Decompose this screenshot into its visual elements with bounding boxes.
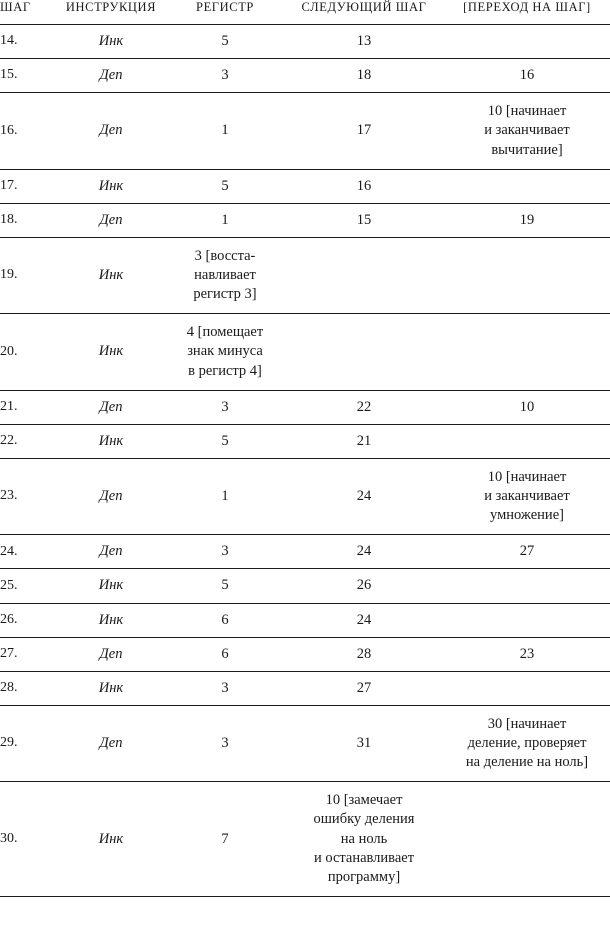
cell-next-step: 13 [284, 25, 444, 59]
cell-next-step: 21 [284, 424, 444, 458]
column-header-goto-step: [ПЕРЕХОД НА ШАГ] [463, 0, 591, 14]
cell-goto-step: 16 [444, 59, 610, 93]
column-header-next-step: СЛЕДУЮЩИЙ ШАГ [301, 0, 427, 14]
cell-next-step [284, 314, 444, 390]
cell-goto-step [444, 424, 610, 458]
table-row [0, 25, 610, 59]
table-row [0, 535, 610, 569]
cell-register: 3 [166, 535, 284, 569]
cell-next-step: 16 [284, 169, 444, 203]
cell-instruction: Деп [56, 93, 166, 169]
table-row [0, 671, 610, 705]
cell-goto-step: 10 [начинает и заканчивает вычитание] [444, 93, 610, 169]
cell-register: 1 [166, 203, 284, 237]
table-row [0, 169, 610, 203]
cell-instruction: Инк [56, 237, 166, 313]
cell-step: 20. [0, 314, 56, 390]
cell-instruction: Инк [56, 25, 166, 59]
cell-instruction: Инк [56, 569, 166, 603]
table-row [0, 390, 610, 424]
cell-step: 26. [0, 603, 56, 637]
cell-register: 3 [166, 390, 284, 424]
cell-instruction: Деп [56, 458, 166, 534]
cell-register: 3 [166, 671, 284, 705]
cell-register: 5 [166, 25, 284, 59]
cell-next-step: 17 [284, 93, 444, 169]
cell-goto-step [444, 782, 610, 897]
column-header-register: РЕГИСТР [196, 0, 254, 14]
column-header-instruction: ИНСТРУКЦИЯ [65, 0, 157, 14]
cell-step: 22. [0, 424, 56, 458]
cell-step: 24. [0, 535, 56, 569]
cell-goto-step: 10 [начинает и заканчивает умножение] [444, 458, 610, 534]
cell-goto-step: 19 [444, 203, 610, 237]
cell-goto-step: 23 [444, 637, 610, 671]
cell-instruction: Инк [56, 169, 166, 203]
cell-step: 21. [0, 390, 56, 424]
cell-goto-step: 10 [444, 390, 610, 424]
cell-register: 1 [166, 93, 284, 169]
table-row [0, 424, 610, 458]
cell-instruction: Деп [56, 637, 166, 671]
table-row [0, 203, 610, 237]
cell-register: 4 [помещает знак минуса в регистр 4] [166, 314, 284, 390]
cell-next-step: 22 [284, 390, 444, 424]
cell-instruction: Деп [56, 535, 166, 569]
cell-next-step: 10 [замечает ошибку деления на ноль и останавливает программу] [284, 782, 444, 897]
table-row [0, 782, 610, 897]
cell-goto-step [444, 237, 610, 313]
cell-next-step: 26 [284, 569, 444, 603]
cell-next-step [284, 237, 444, 313]
cell-step: 15. [0, 59, 56, 93]
cell-next-step: 15 [284, 203, 444, 237]
cell-step: 19. [0, 237, 56, 313]
cell-register: 3 [восста- навливает регистр 3] [166, 237, 284, 313]
table-row [0, 237, 610, 313]
cell-next-step: 27 [284, 671, 444, 705]
table-header [0, 0, 610, 25]
cell-instruction: Деп [56, 203, 166, 237]
cell-register: 6 [166, 603, 284, 637]
cell-step: 28. [0, 671, 56, 705]
cell-register: 7 [166, 782, 284, 897]
cell-goto-step [444, 603, 610, 637]
cell-goto-step [444, 314, 610, 390]
cell-register: 3 [166, 59, 284, 93]
cell-step: 18. [0, 203, 56, 237]
table-row [0, 569, 610, 603]
cell-register: 5 [166, 569, 284, 603]
cell-instruction: Инк [56, 782, 166, 897]
table-row [0, 93, 610, 169]
cell-goto-step [444, 569, 610, 603]
cell-step: 14. [0, 25, 56, 59]
cell-instruction: Деп [56, 390, 166, 424]
cell-instruction: Инк [56, 671, 166, 705]
table-header-row [0, 0, 610, 25]
table-row [0, 603, 610, 637]
cell-next-step: 31 [284, 705, 444, 781]
cell-step: 25. [0, 569, 56, 603]
cell-next-step: 24 [284, 458, 444, 534]
cell-instruction: Деп [56, 705, 166, 781]
cell-register: 1 [166, 458, 284, 534]
cell-goto-step [444, 671, 610, 705]
cell-instruction: Инк [56, 424, 166, 458]
cell-register: 3 [166, 705, 284, 781]
cell-register: 5 [166, 424, 284, 458]
cell-step: 16. [0, 93, 56, 169]
cell-next-step: 28 [284, 637, 444, 671]
table-row [0, 59, 610, 93]
cell-next-step: 18 [284, 59, 444, 93]
table-body [0, 25, 610, 897]
cell-instruction: Деп [56, 59, 166, 93]
cell-step: 29. [0, 705, 56, 781]
column-header-step: ШАГ [0, 0, 31, 14]
cell-goto-step [444, 25, 610, 59]
cell-instruction: Инк [56, 603, 166, 637]
table-row [0, 458, 610, 534]
cell-next-step: 24 [284, 603, 444, 637]
cell-instruction: Инк [56, 314, 166, 390]
cell-goto-step: 27 [444, 535, 610, 569]
cell-register: 5 [166, 169, 284, 203]
table-row [0, 637, 610, 671]
cell-goto-step [444, 169, 610, 203]
table-row [0, 314, 610, 390]
cell-step: 30. [0, 782, 56, 897]
cell-step: 17. [0, 169, 56, 203]
cell-step: 27. [0, 637, 56, 671]
cell-next-step: 24 [284, 535, 444, 569]
table-row [0, 705, 610, 781]
cell-goto-step: 30 [начинает деление, проверяет на деление на ноль] [444, 705, 610, 781]
cell-register: 6 [166, 637, 284, 671]
cell-step: 23. [0, 458, 56, 534]
